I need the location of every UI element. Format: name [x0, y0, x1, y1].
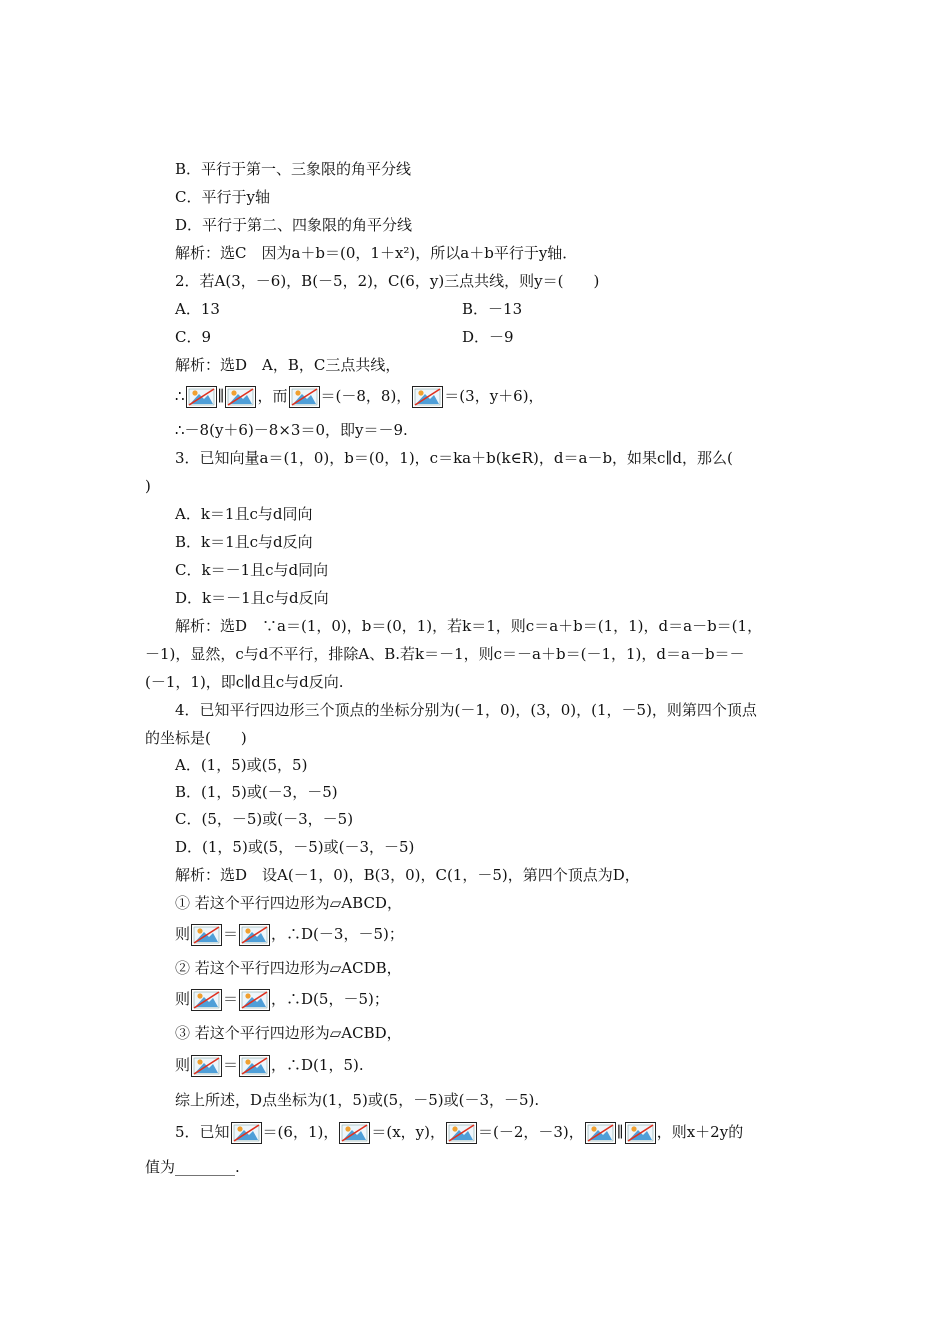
vector-image-icon [231, 1122, 262, 1144]
case-1: ① 若这个平行四边形为▱ABCD， [175, 894, 402, 912]
text-segment: ＝(6，1)， [262, 1123, 339, 1141]
question-4: 4．已知平行四边形三个顶点的坐标分别为(－1，0)，(3，0)，(1，－5)，则第四个顶点 [175, 701, 757, 719]
summary: 综上所述，D点坐标为(1，5)或(5，－5)或(－3，－5). [175, 1091, 540, 1109]
text-segment: 则 [175, 990, 191, 1008]
q2-option-c: C．9 [175, 328, 212, 346]
option-d: D．平行于第二、四象限的角平分线 [175, 216, 413, 234]
q3-option-d: D．k＝－1且c与d反向 [175, 589, 329, 607]
option-b: B．平行于第一、三象限的角平分线 [175, 160, 412, 178]
vector-image-icon [412, 386, 443, 408]
q3-option-a: A．k＝1且c与d同向 [175, 505, 313, 523]
text-segment: ＝(－2，－3)， [477, 1123, 584, 1141]
solution-3-line-3: (－1，1)，即c∥d且c与d反向. [145, 673, 344, 691]
solution-2-conclusion: ∴－8(y＋6)－8×3＝0，即y＝－9. [175, 421, 408, 439]
vector-image-icon [191, 924, 222, 946]
question-4-cont: 的坐标是( ) [145, 729, 247, 747]
vector-image-icon [239, 924, 270, 946]
question-3: 3．已知向量a＝(1，0)，b＝(0，1)，c＝ka＋b(k∈R)，d＝a－b，如果c∥d，那么( [175, 449, 733, 467]
text-segment: 则 [175, 1056, 191, 1074]
equals-sign: ＝ [223, 1056, 239, 1074]
q4-option-c: C．(5，－5)或(－3，－5) [175, 810, 354, 828]
vector-image-icon [239, 1055, 270, 1077]
solution-4-line-1: 解析：选D 设A(－1，0)，B(3，0)，C(1，－5)，第四个顶点为D， [175, 866, 640, 884]
text-segment: ，则x＋2y的 [656, 1123, 744, 1141]
case-2-result [175, 989, 389, 1011]
vector-image-icon [225, 386, 256, 408]
q3-option-b: B．k＝1且c与d反向 [175, 533, 313, 551]
text-segment: ＝(－8，8)， [320, 387, 412, 405]
vector-image-icon [239, 989, 270, 1011]
option-c: C．平行于y轴 [175, 188, 270, 206]
solution-1: 解析：选C 因为a＋b＝(0，1＋x²)，所以a＋b平行于y轴． [175, 244, 578, 262]
q4-option-d: D．(1，5)或(5，－5)或(－3，－5) [175, 838, 415, 856]
q3-option-c: C．k＝－1且c与d同向 [175, 561, 329, 579]
vector-image-icon [625, 1122, 656, 1144]
question-5-cont: 值为________. [145, 1158, 240, 1176]
vector-image-icon [289, 386, 320, 408]
text-segment: ，∴D(5，－5)； [271, 990, 389, 1008]
case-2: ② 若这个平行四边形为▱ACDB， [175, 959, 402, 977]
question-2: 2．若A(3，－6)，B(－5，2)，C(6，y)三点共线，则y＝( ) [175, 272, 600, 290]
question-3-cont: ) [145, 477, 151, 495]
vector-image-icon [585, 1122, 616, 1144]
text-segment: ＝(3，y＋6)， [444, 387, 544, 405]
text-segment: ，而 [257, 387, 288, 405]
parallel-symbol: ∥ [217, 387, 225, 405]
solution-2-vector-line [175, 386, 544, 408]
equals-sign: ＝ [223, 990, 239, 1008]
case-1-result [175, 924, 404, 946]
parallel-symbol: ∥ [616, 1123, 624, 1141]
q4-option-a: A．(1，5)或(5，5) [175, 756, 308, 774]
question-5 [175, 1122, 743, 1144]
case-3: ③ 若这个平行四边形为▱ACBD， [175, 1024, 402, 1042]
text-segment: ，∴D(1，5). [271, 1056, 364, 1074]
case-3-result [175, 1055, 364, 1077]
vector-image-icon [186, 386, 217, 408]
vector-image-icon [446, 1122, 477, 1144]
equals-sign: ＝ [223, 925, 239, 943]
q4-option-b: B．(1，5)或(－3，－5) [175, 783, 338, 801]
text-segment: 5．已知 [175, 1123, 230, 1141]
vector-image-icon [191, 1055, 222, 1077]
q2-option-d: D．－9 [462, 328, 514, 346]
q2-option-b: B．－13 [462, 300, 523, 318]
vector-image-icon [191, 989, 222, 1011]
solution-3-line-1: 解析：选D ∵a＝(1，0)，b＝(0，1)，若k＝1，则c＝a＋b＝(1，1)，d＝a－b＝(1， [175, 617, 763, 635]
text-segment: 则 [175, 925, 191, 943]
q2-option-a: A．13 [175, 300, 220, 318]
solution-2-line-1: 解析：选D A，B，C三点共线， [175, 356, 401, 374]
text-segment: ，∴D(－3，－5)； [271, 925, 404, 943]
vector-image-icon [339, 1122, 370, 1144]
solution-3-line-2: －1)，显然，c与d不平行，排除A、B.若k＝－1，则c＝－a＋b＝(－1，1)，d＝a－b＝－ [145, 645, 745, 663]
text-segment: ＝(x，y)， [371, 1123, 445, 1141]
therefore-symbol: ∴ [175, 387, 185, 405]
